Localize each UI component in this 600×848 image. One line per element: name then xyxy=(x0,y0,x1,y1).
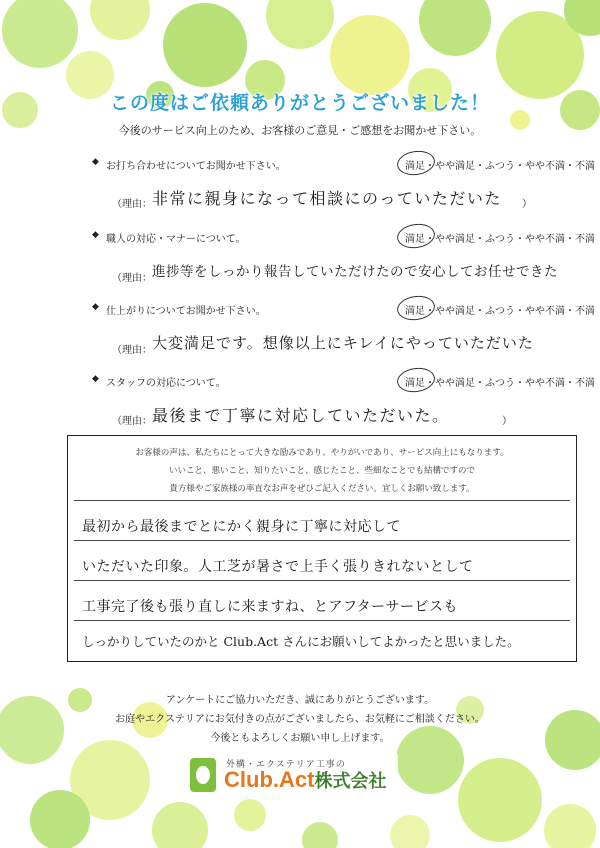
handwritten-reason: 大変満足です。想像以上にキレイにやっていただいた xyxy=(152,334,534,352)
handwritten-comment-line: しっかりしていたのかと Club.Act さんにお願いしてよかったと思いました。 xyxy=(82,634,520,649)
handwritten-comment-line: 工事完了後も張り直しに来ますね、とアフターサービスも xyxy=(82,599,459,615)
handwritten-reason: 非常に親身になって相談にのっていただいた xyxy=(152,189,502,208)
diamond-bullet-icon: ◆ xyxy=(92,157,99,167)
reason-close: ） xyxy=(522,199,532,210)
writing-line xyxy=(74,540,570,541)
writing-line xyxy=(74,620,570,621)
thanks-line: アンケートにご協力いただき、誠にありがとうございます。 xyxy=(165,695,435,706)
rating-scale: 満足・やや満足・ふつう・やや不満・不満 xyxy=(405,234,595,245)
question-meeting xyxy=(92,156,595,174)
handwritten-comment-line: いただいた印象。人工芝が暑さで上手く張りきれないとして xyxy=(82,559,474,575)
selected-rating-circle xyxy=(396,365,437,394)
question-craftsman xyxy=(92,229,595,247)
handwritten-comment-line: 最初から最後までとにかく親身に丁寧に対応して xyxy=(82,519,401,535)
diamond-bullet-icon: ◆ xyxy=(92,302,99,312)
page-subtitle: 今後のサービス向上のため、お客様のご意見・ご感想をお聞かせ下さい。 xyxy=(118,124,482,137)
company-logo xyxy=(186,754,398,798)
selected-rating-circle xyxy=(396,293,437,322)
reason-label: （理由： xyxy=(112,416,152,427)
page-title: この度はご依頼ありがとうございました！ xyxy=(109,92,490,114)
reason-close: ） xyxy=(502,416,512,427)
question-label: お打ち合わせについてお聞かせ下さい。 xyxy=(106,161,286,172)
reason-craftsman xyxy=(112,260,582,290)
thanks-line: 今後ともよろしくお願い申し上げます。 xyxy=(210,733,390,744)
logo-brand: Club.Act xyxy=(224,767,315,792)
question-label: 仕上がりについてお聞かせ下さい。 xyxy=(106,306,266,317)
logo-name xyxy=(224,767,386,793)
selected-rating-circle xyxy=(396,221,437,250)
diamond-bullet-icon: ◆ xyxy=(92,230,99,240)
handwritten-reason: 最後まで丁寧に対応していただいた。 xyxy=(152,406,450,425)
reason-staff xyxy=(112,403,512,433)
diamond-bullet-icon: ◆ xyxy=(92,374,99,384)
reason-label: （理由： xyxy=(112,345,152,356)
voice-intro-line: 貴方様やご家族様の率直なお声をぜひご記入ください。宜しくお願い致します。 xyxy=(169,484,475,494)
writing-line xyxy=(74,500,570,501)
rating-scale: 満足・やや満足・ふつう・やや不満・不満 xyxy=(405,306,595,317)
logo-suffix: 株式会社 xyxy=(314,771,387,791)
voice-intro-line: お客様の声は、私たちにとって大きな励みであり、やりがいであり、サービス向上にもなります。 xyxy=(135,448,509,458)
reason-meeting xyxy=(112,186,532,216)
rating-scale: 満足・やや満足・ふつう・やや不満・不満 xyxy=(405,378,595,389)
question-staff xyxy=(92,373,595,391)
voice-intro-line: いいこと、悪いこと、知りたいこと、感じたこと、些細なことでも結構ですので xyxy=(168,466,475,476)
reason-label: （理由： xyxy=(112,199,152,210)
writing-line xyxy=(74,580,570,581)
reason-label: （理由： xyxy=(112,273,152,284)
question-label: 職人の対応・マナーについて。 xyxy=(106,234,246,245)
logo-tagline: 外構・エクステリア工事の xyxy=(226,760,346,770)
leaf-logo-icon xyxy=(190,758,216,792)
question-finish xyxy=(92,301,595,319)
thanks-line: お庭やエクステリアにお気付きの点がございましたら、お気軽にご相談ください。 xyxy=(115,714,485,725)
selected-rating-circle xyxy=(396,148,437,177)
handwritten-reason: 進捗等をしっかり報告していただけたので安心してお任せできた xyxy=(152,264,558,280)
reason-finish xyxy=(112,332,562,362)
question-label: スタッフの対応について。 xyxy=(106,378,226,389)
customer-voice-box xyxy=(67,435,577,662)
rating-scale: 満足・やや満足・ふつう・やや不満・不満 xyxy=(405,161,595,172)
